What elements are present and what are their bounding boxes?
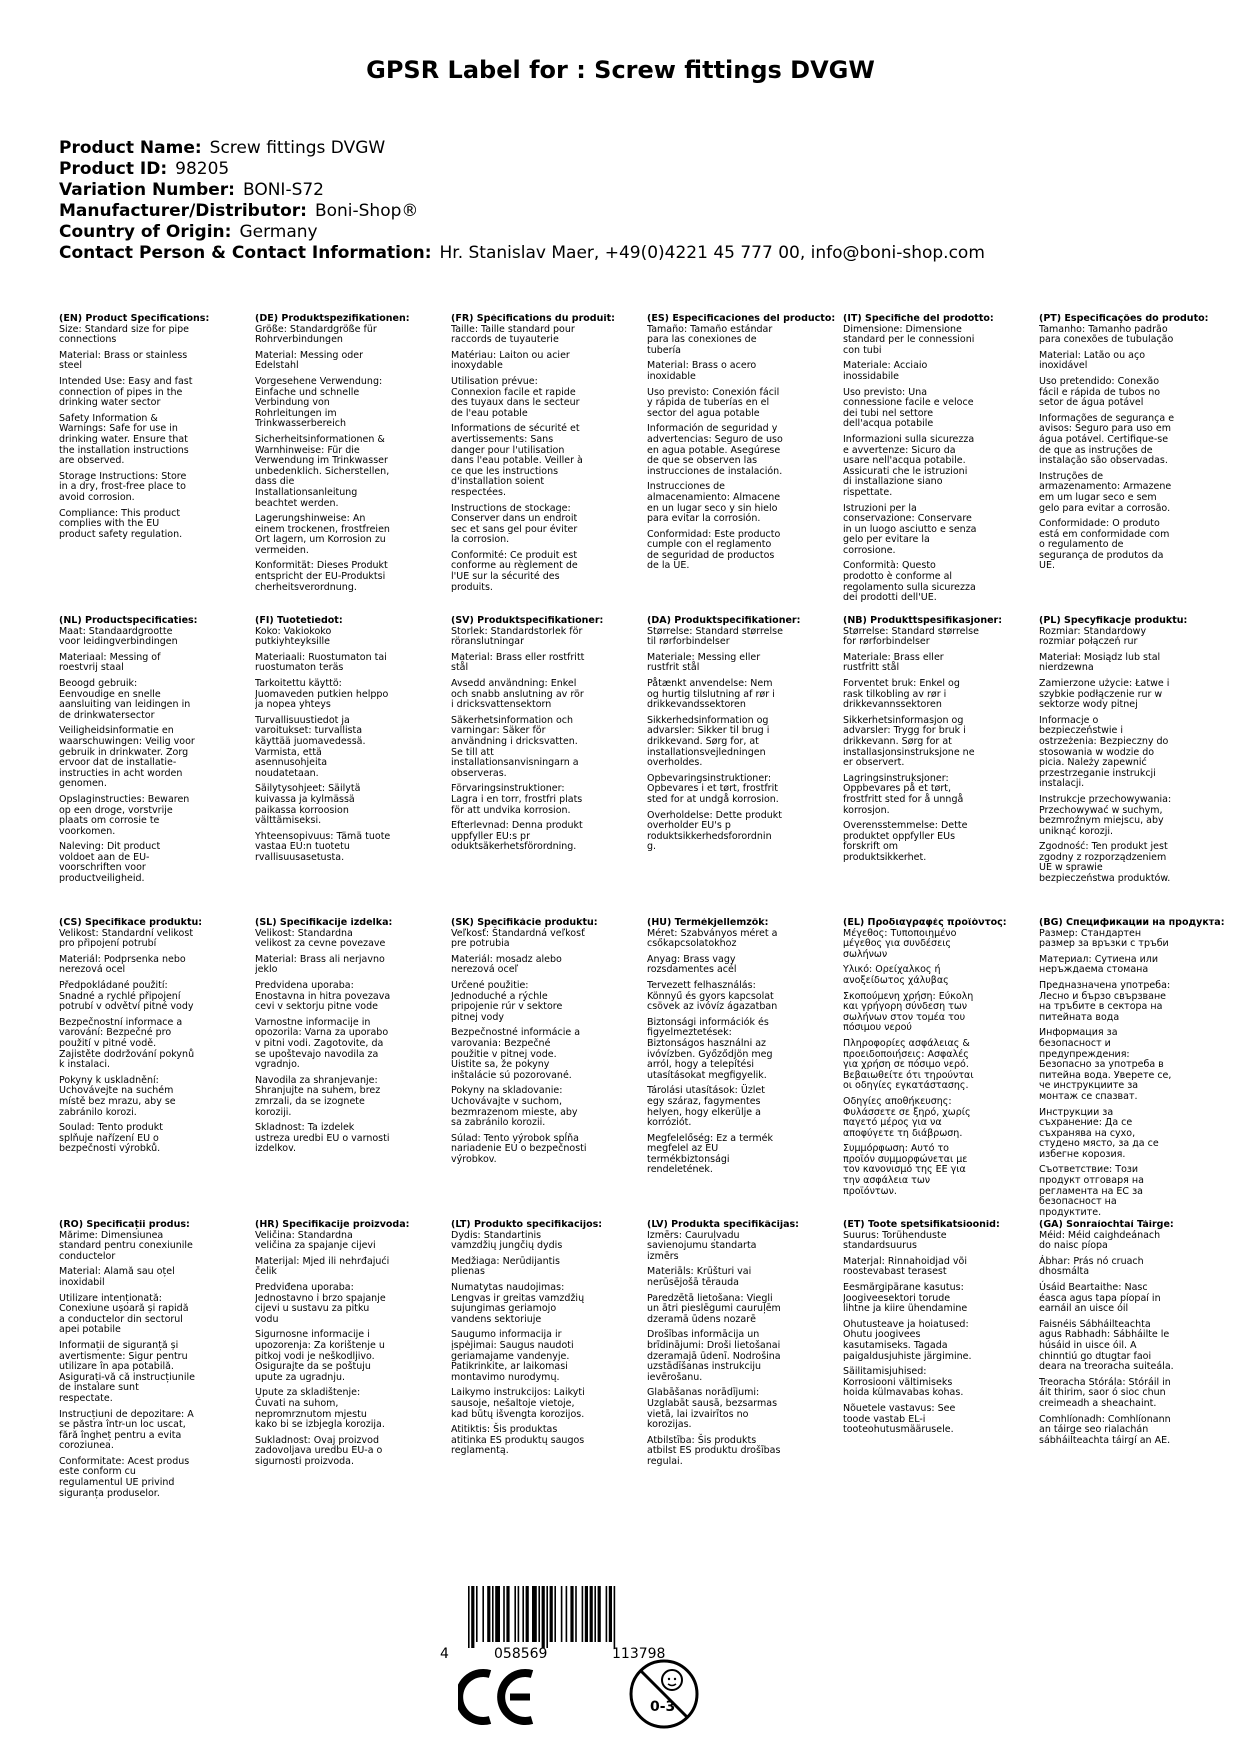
spec-line: Säkerhetsinformation och varningar: Säker för användning i dricksvatten. Se till att installationsanvisningarn a observeras. <box>451 714 579 779</box>
spec-line: Μέγεθος: Τυποποιημένο μέγεθος για συνδέσεις σωλήνων <box>843 927 957 960</box>
info-value: Hr. Stanislav Maer, +49(0)4221 45 777 00, info@boni-shop.com <box>439 243 985 263</box>
barcode-bar <box>468 1586 470 1648</box>
spec-line: Treoracha Stórála: Stóráil in áit thirim, saor ó sioc chun creimeadh a sheachaint. <box>1039 1376 1171 1409</box>
spec-line: Ohutusteave ja hoiatused: Ohutu joogivees kasutamiseks. Tagada paigaldusjuhiste järgimine. <box>843 1318 972 1362</box>
spec-heading: (LT) Produkto specifikacijos: <box>451 1220 603 1230</box>
spec-line: Uso previsto: Conexión fácil y rápida de tuberías en el sector del agua potable <box>647 386 780 419</box>
spec-line: Vorgesehene Verwendung: Einfache und schnelle Verbindung von Rohrleitungen im Trinkwasserbereich <box>255 375 383 430</box>
spec-line: Glabāšanas norādījumi: Uzglabāt sausā, bezsarmas vietā, lai izvairītos no korozijas. <box>647 1387 778 1431</box>
spec-line: Predviđena uporaba: Jednostavno i brzo spajanje cijevi u sustavu za pitku vodu <box>255 1281 386 1325</box>
spec-block <box>59 314 249 616</box>
barcode-bar <box>503 1586 505 1642</box>
spec-line: Méret: Szabványos méret a csőkapcsolatokhoz <box>647 927 778 950</box>
spec-line: Conformidade: O produto está em conformidade com o regulamento de segurança de produtos da UE. <box>1039 518 1170 572</box>
barcode-bar <box>594 1586 596 1642</box>
info-row <box>59 201 985 222</box>
spec-line: Beoogd gebruik: Eenvoudige en snelle aansluiting van leidingen in de drinkwatersector <box>59 677 191 721</box>
spec-heading: (NL) Productspecificaties: <box>59 616 198 626</box>
spec-line: Информация за безопасност и предупреждения: Безопасно за употреба в питейна вода. Уверете се, че инструкциите за монтаж се спазват. <box>1039 1027 1172 1102</box>
spec-line: Atitiktis: Šis produktas atitinka ES produktų saugos reglamentą. <box>451 1424 585 1457</box>
spec-block <box>451 616 641 918</box>
spec-line: Informazioni sulla sicurezza e avvertenze: Sicuro da usare nell'acqua potabile. Assicurati che le istruzioni di installazione siano rispettate. <box>843 433 975 498</box>
spec-line: Matériau: Laiton ou acier inoxydable <box>451 349 570 372</box>
spec-line: Informacje o bezpieczeństwie i ostrzeżenia: Bezpieczny do stosowania w wodzie do picia. Należy zapewnić przestrzeganie instrukcji instalacji. <box>1039 714 1169 790</box>
spec-line: Σκοπούμενη χρήση: Εύκολη και γρήγορη σύνδεση των σωλήνων στον τομέα του πόσιμου νερού <box>843 990 974 1034</box>
spec-block <box>59 918 249 1220</box>
spec-line: Předpokládané použití: Snadné a rychlé připojení potrubí v odvětví pitné vody <box>59 979 194 1013</box>
barcode-bar <box>566 1586 568 1642</box>
spec-line: Určené použitie: Jednoduché a rýchle pripojenie rúr v sektore pitnej vody <box>451 979 563 1023</box>
spec-line: Informații de siguranță și avertismente: Sigur pentru utilizare în apa potabilă. Asigurați-vă că instrucțiunile de instalare sunt respectate. <box>59 1339 195 1404</box>
spec-line: Comhlíonadh: Comhlíonann an táirge seo rialachán sábháilteachta táirgí an AE. <box>1039 1413 1171 1446</box>
barcode-bar <box>554 1586 556 1642</box>
barcode-bar <box>575 1586 577 1642</box>
spec-heading: (BG) Спецификации на продукта: <box>1039 918 1225 928</box>
info-row <box>59 159 985 180</box>
spec-line: Medžiaga: Nerūdijantis plienas <box>451 1255 560 1278</box>
info-label: Manufacturer/Distributor: <box>59 201 307 221</box>
spec-block <box>1039 616 1229 918</box>
spec-line: Instrucciones de almacenamiento: Almacene en un lugar seco y sin hielo para evitar la corrosión. <box>647 481 781 525</box>
spec-line: Tárolási utasítások: Üzlet egy száraz, fagymentes helyen, hogy elkerülje a korróziót. <box>647 1085 765 1129</box>
spec-line: Efterlevnad: Denna produkt uppfyller EU:s pr oduktsäkerhetsförordning. <box>451 820 583 853</box>
spec-heading: (IT) Specifiche del prodotto: <box>843 314 994 324</box>
spec-line: Velikost: Standardna velikost za cevne povezave <box>255 927 386 950</box>
spec-line: Material: Messing oder Edelstahl <box>255 349 364 372</box>
info-label: Product ID: <box>59 159 168 179</box>
spec-line: Instrucțiuni de depozitare: A se păstra într-un loc uscat, fără îngheț pentru a evita coroziunea. <box>59 1408 194 1452</box>
barcode-bar <box>526 1586 529 1642</box>
spec-heading: (PT) Especificações do produto: <box>1039 314 1209 324</box>
spec-line: Instrukcje przechowywania: Przechowywać w suchym, bezmroźnym miejscu, aby uniknąć korozji. <box>1039 793 1172 837</box>
spec-block <box>1039 314 1229 616</box>
spec-line: Forventet bruk: Enkel og rask tilkobling av rør i drikkevannssektoren <box>843 677 960 711</box>
spec-line: Informations de sécurité et avertissements: Sans danger pour l'utilisation dans l'eau potable. Veiller à ce que les instructions d'installation soient respectées. <box>451 423 583 498</box>
barcode <box>440 1586 740 1666</box>
spec-block <box>59 1220 249 1522</box>
barcode-digits: 4 <box>440 1646 449 1662</box>
spec-line: Материал: Сутиена или неръждаема стомана <box>1039 953 1158 976</box>
barcode-bar <box>492 1586 494 1642</box>
spec-line: Rozmiar: Standardowy rozmiar połączeń rur <box>1039 625 1147 648</box>
spec-line: Compliance: This product complies with the EU product safety regulation. <box>59 507 183 540</box>
spec-line: Instruções de armazenamento: Armazene em um lugar seco e sem gelo para evitar a corrosão. <box>1039 470 1172 514</box>
spec-block <box>451 918 641 1220</box>
spec-block <box>647 314 837 616</box>
spec-line: Upute za skladištenje: Čuvati na suhom, nepromrznutom mjestu kako bi se izbjegla korozija. <box>255 1387 385 1431</box>
spec-heading: (SV) Produktspecifikationer: <box>451 616 604 626</box>
barcode-digits: 113798 <box>612 1646 666 1662</box>
spec-line: Utilizare intenționată: Conexiune ușoară și rapidă a conductelor din sectorul apei potabile <box>59 1292 189 1336</box>
spec-line: Informações de segurança e avisos: Seguro para uso em água potável. Certifique-se de que as instruções de instalação são observadas. <box>1039 412 1175 467</box>
spec-line: Avsedd användning: Enkel och snabb anslutning av rör i dricksvattensektorn <box>451 677 584 711</box>
barcode-bar <box>522 1586 524 1642</box>
barcode-bar <box>506 1586 509 1642</box>
spec-line: Faisnéis Sábháilteachta agus Rabhadh: Sábháilte le húsáid in uisce óil. A chinntiú go dtugtar faoi deara na treoracha suiteála. <box>1039 1318 1174 1373</box>
page-title: GPSR Label for : Screw fittings DVGW <box>366 56 875 84</box>
spec-line: Material: Alamă sau oțel inoxidabil <box>59 1266 175 1288</box>
spec-block <box>255 616 445 918</box>
barcode-bar <box>606 1586 608 1642</box>
info-row <box>59 222 985 243</box>
spec-line: Conformité: Ce produit est conforme au règlement de l'UE sur la sécurité des produits. <box>451 549 578 593</box>
spec-block <box>843 1220 1033 1522</box>
spec-line: Varnostne informacije in opozorila: Varna za uporabo v pitni vodi. Zagotovite, da se upoštevajo navodila za vgradnjo. <box>255 1016 389 1071</box>
spec-heading: (PL) Specyfikacje produktu: <box>1039 616 1188 626</box>
spec-line: Tamanho: Tamanho padrão para conexões de tubulação <box>1039 323 1174 346</box>
barcode-bar <box>471 1586 474 1648</box>
spec-line: Saugumo informacija ir įspėjimai: Saugus naudoti geriamajame vandenyje. Patikrinkite, ar laikomasi montavimo nurodymų. <box>451 1329 574 1383</box>
spec-line: Conformidad: Este producto cumple con el reglamento de seguridad de productos de la UE. <box>647 528 781 572</box>
spec-heading: (SL) Specifikacije izdelka: <box>255 918 393 928</box>
spec-line: Tervezett felhasználás: Könnyű és gyors kapcsolat csövek az ivóvíz ágazatban <box>647 979 778 1013</box>
spec-line: Material: Brass eller rostfritt stål <box>451 651 585 674</box>
spec-line: Veličina: Standardna veličina za spajanje cijevi <box>255 1229 376 1252</box>
spec-line: Materiāls: Krūšturi vai nerūsējošā tērauda <box>647 1266 752 1288</box>
spec-line: Numatytas naudojimas: Lengvas ir greitas vamzdžių sujungimas geriamojo vandens sektoriuje <box>451 1281 585 1325</box>
spec-heading: (HU) Termékjellemzők: <box>647 918 769 928</box>
barcode-bar <box>476 1586 478 1642</box>
spec-line: Zgodność: Ten produkt jest zgodny z rozporządzeniem UE w sprawie bezpieczeństwa produktów. <box>1039 841 1171 885</box>
info-value: Boni-Shop® <box>314 201 419 221</box>
spec-grid <box>59 314 1229 1522</box>
spec-line: Größe: Standardgröße für Rohrverbindungen <box>255 323 377 346</box>
spec-line: Συμμόρφωση: Αυτό το προϊόν συμμορφώνεται με τον κανονισμό της ΕΕ για την ασφάλεια των προϊόντων. <box>843 1143 968 1197</box>
spec-line: Bezpečnostné informácie a varovania: Bezpečné použitie v pitnej vode. Uistite sa, že pokyny inštalácie sú pozorované. <box>451 1027 581 1081</box>
not-for-children-0-3-icon <box>628 1658 700 1730</box>
spec-line: Maat: Standaardgrootte voor leidingverbindingen <box>59 625 178 648</box>
spec-line: Skladnost: Ta izdelek ustreza uredbi EU o varnosti izdelkov. <box>255 1122 390 1155</box>
spec-line: Veiligheidsinformatie en waarschuwingen: Veilig voor gebruik in drinkwater. Zorg ervoor dat de installatie-instructies in acht worden genomen. <box>59 725 195 790</box>
barcode-bar <box>546 1586 548 1648</box>
spec-line: Säilitamisjuhised: Korrosiooni vältimiseks hoida külmavabas kohas. <box>843 1366 964 1399</box>
spec-line: Opslaginstructies: Bewaren op een droge, vorstvrije plaats om corrosie te voorkomen. <box>59 793 190 837</box>
spec-line: Materijal: Mjed ili nehrđajući čelik <box>255 1255 390 1278</box>
info-value: BONI-S72 <box>242 180 325 200</box>
info-label: Variation Number: <box>59 180 235 200</box>
spec-line: Conformitate: Acest produs este conform cu regulamentul UE privind siguranța produselor. <box>59 1455 190 1499</box>
spec-heading: (DE) Produktspezifikationen: <box>255 314 410 324</box>
spec-line: Инструкции за съхранение: Да се съхранява на сухо, студено място, за да се избегне корозия. <box>1039 1106 1159 1160</box>
spec-line: Οδηγίες αποθήκευσης: Φυλάσσετε σε ξηρό, χωρίς παγετό μέρος για να αποφύγετε τη διάβρωση. <box>843 1095 971 1139</box>
info-value: Germany <box>239 222 318 242</box>
barcode-bar <box>514 1586 516 1642</box>
spec-block <box>843 918 1033 1220</box>
spec-line: Material: Latão ou aço inoxidável <box>1039 349 1146 372</box>
spec-line: Υλικό: Ορείχαλκος ή ανοξείδωτος χάλυβας <box>843 964 949 986</box>
spec-line: Instructions de stockage: Conserver dans un endroit sec et sans gel pour éviter la corrosion. <box>451 502 578 546</box>
spec-line: Naleving: Dit product voldoet aan de EU-voorschriften voor productveiligheid. <box>59 841 161 885</box>
spec-line: Pokyny na skladovanie: Uchovávajte v suchom, bezmrazenom mieste, aby sa zabránilo korozii. <box>451 1085 578 1129</box>
spec-line: Materiale: Brass eller rustfritt stål <box>843 651 944 674</box>
spec-heading: (DA) Produktspecifikationer: <box>647 616 801 626</box>
spec-heading: (EL) Προδιαγραφές προϊόντος: <box>843 918 1007 928</box>
spec-line: Materjal: Rinnahoidjad või roostevabast terasest <box>843 1255 968 1278</box>
spec-line: Soulad: Tento produkt splňuje nařízení EU o bezpečnosti výrobků. <box>59 1122 164 1155</box>
barcode-bar <box>538 1586 540 1642</box>
spec-line: Uso pretendido: Conexão fácil e rápida de tubos no setor de água potável <box>1039 375 1161 409</box>
spec-block <box>647 616 837 918</box>
spec-line: Méid: Méid caighdeánach do naisc píopa <box>1039 1229 1161 1252</box>
spec-block <box>647 1220 837 1522</box>
spec-line: Materiál: Podprsenka nebo nerezová ocel <box>59 953 186 976</box>
spec-line: Material: Brass ali nerjavno jeklo <box>255 953 385 976</box>
info-label: Country of Origin: <box>59 222 232 242</box>
spec-line: Ábhar: Prás nó cruach dhosmálta <box>1039 1255 1144 1278</box>
spec-line: Istruzioni per la conservazione: Conservare in un luogo asciutto e senza gelo per evitare la corrosione. <box>843 502 977 556</box>
barcode-bar <box>550 1586 553 1642</box>
info-row <box>59 180 985 201</box>
spec-line: Sikkerhedsinformation og advarsler: Sikker til brug i drikkevand. Sørg for, at installationsvejledningen overholdes. <box>647 714 770 769</box>
spec-line: Uso previsto: Una connessione facile e veloce dei tubi nel settore dell'acqua potabile <box>843 386 974 430</box>
spec-heading: (ES) Especificaciones del producto: <box>647 314 836 324</box>
spec-line: Materiał: Mosiądz lub stal nierdzewna <box>1039 651 1161 674</box>
spec-line: Pokyny k uskladnění: Uchovávejte na suchém místě bez mrazu, aby se zabránilo korozi. <box>59 1074 176 1118</box>
spec-line: Lagringsinstruksjoner: Oppbevares på et tørt, frostfritt sted for å unngå korrosjon. <box>843 772 964 816</box>
spec-line: Förvaringsinstruktioner: Lagra i en torr, frostfri plats för att undvika korrosion. <box>451 783 583 816</box>
spec-line: Opbevaringsinstruktioner: Opbevares i et tørt, frostfrit sted for at undgå korrosion. <box>647 772 779 805</box>
spec-line: Veľkosť: Štandardná veľkosť pre potrubia <box>451 927 585 950</box>
spec-line: Turvallisuustiedot ja varoitukset: turvallista käyttää juomavedessä. Varmista, että asennusohjeita noudatetaan. <box>255 714 366 779</box>
spec-line: Sukladnost: Ovaj proizvod zadovoljava uredbu EU-a o sigurnosti proizvoda. <box>255 1434 383 1467</box>
spec-heading: (ET) Toote spetsifikatsioonid: <box>843 1220 1000 1230</box>
spec-line: Materiale: Messing eller rustfrit stål <box>647 651 761 674</box>
spec-line: Yhteensopivuus: Tämä tuote vastaa EU:n tuotetu rvallisuusasetusta. <box>255 830 391 863</box>
spec-line: Drošības informācija un brīdinājumi: Droši lietošanai dzeramajā ūdenī. Nodrošina uzstādīšanas instrukciju ievērošanu. <box>647 1329 781 1383</box>
spec-line: Laikymo instrukcijos: Laikyti sausoje, nešaltoje vietoje, kad būtų išvengta korozijos. <box>451 1387 585 1420</box>
info-value: Screw fittings DVGW <box>209 138 386 158</box>
spec-line: Safety Information & Warnings: Safe for use in drinking water. Ensure that the installation instructions are observed. <box>59 412 189 467</box>
spec-line: Mărime: Dimensiunea standard pentru conexiunile conductelor <box>59 1229 193 1262</box>
spec-line: Размер: Стандартен размер за връзки с тръби <box>1039 927 1169 950</box>
barcode-bar <box>598 1586 601 1642</box>
barcode-bar <box>495 1586 500 1642</box>
spec-line: Materiaali: Ruostumaton tai ruostumaton teräs <box>255 651 387 674</box>
spec-line: Intended Use: Easy and fast connection of pipes in the drinking water sector <box>59 375 193 409</box>
spec-line: Съответствие: Този продукт отговаря на регламента на ЕС за безопасност на продуктите. <box>1039 1164 1144 1218</box>
barcode-bar <box>482 1586 484 1642</box>
info-row <box>59 138 985 159</box>
barcode-bar <box>487 1586 490 1642</box>
spec-block <box>843 314 1033 616</box>
spec-line: Megfelelőség: Ez a termék megfelel az EU termékbiztonsági rendeletének. <box>647 1132 774 1176</box>
spec-heading: (FI) Tuotetiedot: <box>255 616 343 626</box>
ce-mark-icon <box>458 1668 536 1726</box>
spec-line: Säilytysohjeet: Säilytä kuivassa ja kylmässä paikassa korroosion välttämiseksi. <box>255 783 361 827</box>
spec-line: Størrelse: Standard størrelse for rørforbindelser <box>843 625 979 648</box>
spec-line: Predvidena uporaba: Enostavna in hitra povezava cevi v sektorju pitne vode <box>255 979 391 1013</box>
spec-line: Conformità: Questo prodotto è conforme al regolamento sulla sicurezza dei prodotti dell'UE. <box>843 560 976 604</box>
spec-line: Anyag: Brass vagy rozsdamentes acél <box>647 953 737 976</box>
spec-line: Bezpečnostní informace a varování: Bezpečné pro použití v pitné vodě. Zajistěte dodržování pokynů k instalaci. <box>59 1016 195 1071</box>
spec-line: Overensstemmelse: Dette produktet oppfyller EUs forskrift om produktsikkerhet. <box>843 820 968 863</box>
spec-line: Taille: Taille standard pour raccords de tuyauterie <box>451 323 575 346</box>
spec-block <box>59 616 249 918</box>
barcode-bar <box>585 1586 588 1642</box>
spec-line: Sigurnosne informacije i upozorenja: Za korištenje u pitkoj vodi je neškodljivo. Osigurajte da se poštuju upute za ugradnju. <box>255 1329 385 1383</box>
spec-line: Utilisation prévue: Connexion facile et rapide des tuyaux dans le secteur de l'eau potable <box>451 375 580 419</box>
spec-block <box>451 1220 641 1522</box>
spec-block <box>647 918 837 1220</box>
spec-line: Materiaal: Messing of roestvrij staal <box>59 651 161 674</box>
spec-line: Nõuetele vastavus: See toode vastab EL-i tooteohutusmäärusele. <box>843 1402 956 1436</box>
spec-block <box>255 1220 445 1522</box>
barcode-bar <box>614 1586 616 1648</box>
spec-line: Предназначена употреба: Лесно и бързо свързване на тръбите в сектора на питейната вода <box>1039 979 1171 1023</box>
spec-line: Atbilstība: Šis produkts atbilst ES produktu drošības regulai. <box>647 1434 781 1467</box>
spec-heading: (EN) Product Specifications: <box>59 314 210 324</box>
spec-line: Påtænkt anvendelse: Nem og hurtig tilslutning af rør i drikkevandssektoren <box>647 677 775 711</box>
barcode-bar <box>532 1586 537 1642</box>
spec-line: Koko: Vakiokoko putkiyhteyksille <box>255 625 332 648</box>
spec-line: Lagerungshinweise: An einem trockenen, frostfreien Ort lagern, um Korrosion zu vermeiden. <box>255 513 390 556</box>
spec-line: Sikkerhetsinformasjon og advarsler: Trygg for bruk i drikkevann. Sørg for at installasjonsinstruksjone ne er observert. <box>843 714 975 769</box>
spec-line: Material: Brass o acero inoxidable <box>647 360 757 382</box>
spec-heading: (RO) Specificații produs: <box>59 1220 190 1230</box>
spec-heading: (GA) Sonraíochtaí Táirge: <box>1039 1220 1174 1230</box>
spec-line: Súlad: Tento výrobok spĺňa nariadenie EÚ o bezpečnosti výrobkov. <box>451 1132 587 1165</box>
spec-heading: (LV) Produkta specifikācijas: <box>647 1220 799 1230</box>
spec-line: Dydis: Standartinis vamzdžių jungčių dydis <box>451 1229 563 1252</box>
barcode-bar <box>561 1586 563 1642</box>
spec-line: Material: Brass or stainless steel <box>59 349 188 372</box>
spec-line: Izmērs: Cauruļvadu savienojumu standarta izmērs <box>647 1229 757 1262</box>
product-info <box>59 138 985 264</box>
spec-block <box>1039 918 1229 1220</box>
barcode-bar <box>609 1586 612 1642</box>
info-label: Contact Person & Contact Information: <box>59 243 432 263</box>
barcode-digits: 058569 <box>494 1646 548 1662</box>
info-row <box>59 243 985 264</box>
spec-line: Sicherheitsinformationen & Warnhinweise: Für die Verwendung im Trinkwasser unbedenklich. Sicherstellen, dass die Installationsanleitung beachtet werden. <box>255 433 390 509</box>
barcode-bar <box>542 1586 545 1648</box>
barcode-bar <box>590 1586 593 1642</box>
spec-line: Eesmärgipärane kasutus: Joogiveesektori torude lihtne ja kiire ühendamine <box>843 1281 968 1315</box>
age-label: 0-3 <box>650 1699 676 1715</box>
spec-heading: (CS) Specifikace produktu: <box>59 918 203 928</box>
spec-line: Navodila za shranjevanje: Shranjujte na suhem, brez zmrzali, da se izognete koroziji. <box>255 1074 381 1118</box>
spec-block <box>1039 1220 1229 1522</box>
spec-line: Konformität: Dieses Produkt entspricht der EU-Produktsi cherheitsverordnung. <box>255 560 388 593</box>
barcode-bar <box>582 1586 584 1642</box>
barcode-bar <box>518 1586 520 1642</box>
spec-line: Tarkoitettu käyttö: Juomaveden putkien helppo ja nopea yhteys <box>255 677 389 711</box>
spec-block <box>451 314 641 616</box>
spec-line: Biztonsági információk és figyelmeztetések: Biztonságos használni az ivóvízben. Győződjön meg arról, hogy a telepítési utasításokat megfigyelik. <box>647 1016 773 1081</box>
spec-heading: (SK) Špecifikácie produktu: <box>451 918 598 928</box>
spec-line: Paredzētā lietošana: Viegli un ātri pieslēgumi cauruļēm dzeramā ūdens nozarē <box>647 1292 781 1325</box>
spec-line: Tamaño: Tamaño estándar para las conexiones de tubería <box>647 323 773 356</box>
spec-line: Storage Instructions: Store in a dry, frost-free place to avoid corrosion. <box>59 470 187 503</box>
spec-heading: (NB) Produkttspesifikasjoner: <box>843 616 1003 626</box>
spec-line: Úsáid Beartaithe: Nasc éasca agus tapa píopaí in earnáil an uisce óil <box>1039 1281 1161 1315</box>
spec-line: Storlek: Standardstorlek för röranslutningar <box>451 625 583 648</box>
spec-line: Materiál: mosadz alebo nerezová oceľ <box>451 953 562 976</box>
spec-heading: (HR) Specifikacije proizvoda: <box>255 1220 410 1230</box>
info-value: 98205 <box>175 159 230 179</box>
spec-block <box>255 314 445 616</box>
spec-line: Zamierzone użycie: Łatwe i szybkie podłączenie rur w sektorze wody pitnej <box>1039 677 1170 711</box>
spec-line: Size: Standard size for pipe connections <box>59 323 190 346</box>
spec-block <box>255 918 445 1220</box>
spec-line: Dimensione: Dimensione standard per le connessioni con tubi <box>843 323 975 356</box>
spec-line: Materiale: Acciaio inossidabile <box>843 360 928 382</box>
spec-line: Suurus: Torühenduste standardsuurus <box>843 1229 947 1252</box>
info-label: Product Name: <box>59 138 202 158</box>
spec-line: Overholdelse: Dette produkt overholder EU's p roduktsikkerhedsforordnin g. <box>647 809 782 853</box>
barcode-bar <box>570 1586 573 1642</box>
spec-line: Πληροφορίες ασφάλειας & προειδοποιήσεις: Ασφαλές για χρήση σε πόσιμο νερό. Βεβαιωθείτε ότι τηρούνται οι οδηγίες εγκατάστασης. <box>843 1037 974 1092</box>
spec-line: Velikost: Standardní velikost pro připojení potrubí <box>59 927 194 950</box>
spec-block <box>843 616 1033 918</box>
spec-heading: (FR) Spécifications du produit: <box>451 314 615 324</box>
spec-line: Información de seguridad y advertencias: Seguro de uso en agua potable. Asegúrese de que se observen las instrucciones de instalación. <box>647 423 783 477</box>
spec-line: Størrelse: Standard størrelse til rørforbindelser <box>647 625 783 648</box>
